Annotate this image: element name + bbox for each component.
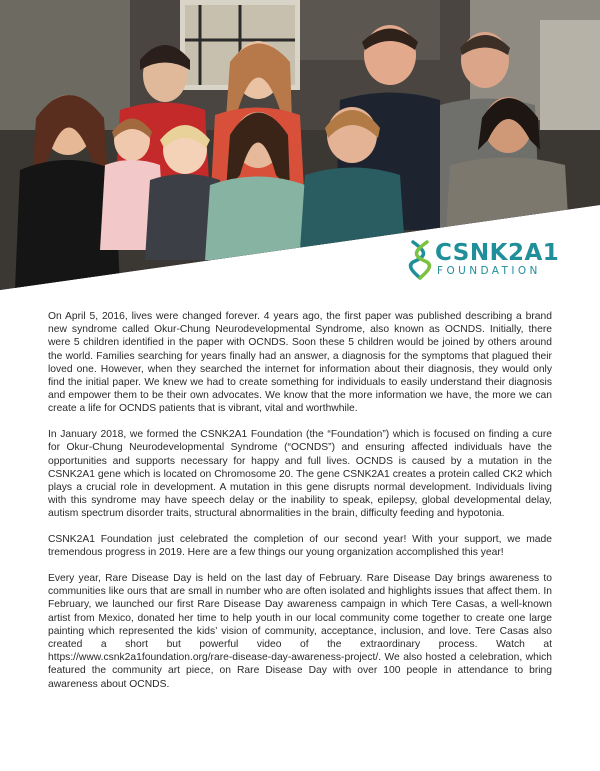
- paragraph-foundation: In January 2018, we formed the CSNK2A1 Foundation (the “Foundation”) which is focused on finding a cure for Okur-Chung Neurodevelopmental Syndrome (“OCNDS”) and ensuring affected individuals have the opportunities and supports necessary for happy and full lives. OCNDS is caused by a mutation in the CSNK2A1 gene which is located on Chromosome 20. The gene CSNK2A1 creates a protein called CK2 which plays a crucial role in development. A mutation in this gene disrupts normal development. Individuals living with this syndrome may have speech delay or the inability to speak, epilepsy, global developmental delay, autism spectrum disorder traits, structural abnormalities in the brain, difficulty feeding and hypotonia.: [48, 429, 552, 520]
- logo-name: CSNK2A1: [435, 240, 560, 266]
- paragraph-second-year: CSNK2A1 Foundation just celebrated the completion of our second year! With your support, we made tremendous progress in 2019. Here are a few things our young organization accomplished this year!: [48, 534, 552, 559]
- dna-helix-icon: [408, 240, 432, 280]
- letter-body: [48, 310, 552, 703]
- logo-subtitle: FOUNDATION: [437, 265, 541, 277]
- paragraph-rare-disease-day: Every year, Rare Disease Day is held on the last day of February. Rare Disease Day brings awareness to communities like ours that are small in number who are often isolated and highlights issues that affect them. In February, we launched our first Rare Disease Day awareness campaign in which Tere Casas, a well-known artist from Mexico, donated her time to help youth in our local community come together to create one large painting which represented the kids’ vision of community, acceptance, inclusion, and love. Tere Casas also created a short but powerful video of the extraordinary process. Watch at https://www.csnk2a1foundation.org/rare-disease-day-awareness-project/. We also hosted a celebration, which featured the community art piece, on Rare Disease Day with over 100 people in attendance to bring awareness about OCNDS.: [48, 572, 552, 690]
- paragraph-intro: On April 5, 2016, lives were changed forever. 4 years ago, the first paper was published describing a brand new syndrome called Okur-Chung Neurodevelopmental Syndrome, also known as OCNDS. Initially, there were 5 children identified in the paper with OCNDS. Soon these 5 children would be joined by others around the world. Families searching for years finally had an answer, a diagnosis for the symptoms that plagued their loved one. However, when they searched the internet for information about their diagnosis, they would only find the initial paper. We knew we had to create something for individuals to easily understand their diagnosis and empower them to be their own advocates. We know that the more information we have, the more we can create a life for OCNDS patients that is vibrant, vital and worthwhile.: [48, 311, 552, 415]
- csnk2a1-foundation-logo: [408, 240, 568, 280]
